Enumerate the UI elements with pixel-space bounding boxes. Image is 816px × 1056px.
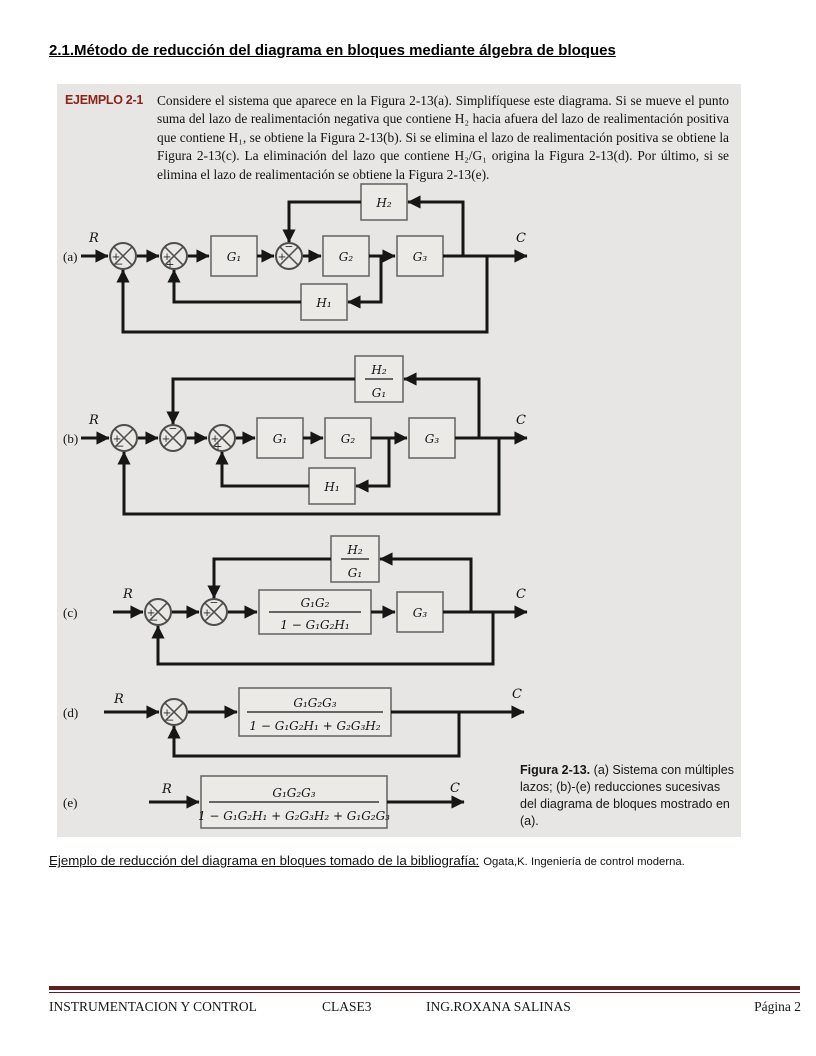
block-label-h1: H₁ [316, 296, 332, 310]
sum-sign-plus: + [277, 251, 287, 263]
block-g1g2-loop [259, 590, 371, 634]
input-label-r: R [114, 692, 124, 707]
block-label-h1: H₁ [324, 480, 340, 494]
diagram-a [59, 184, 599, 350]
diagram-c [59, 536, 599, 672]
block-label-g3: G₃ [412, 250, 428, 264]
diagram-c-label: (c) [63, 605, 78, 620]
sum-sign-plus: + [146, 607, 156, 619]
diagram-a-label: (a) [63, 249, 78, 264]
block-closed-loop-e [198, 776, 390, 828]
footer-rule [49, 986, 800, 993]
fraction-numerator: H₂ [371, 363, 387, 377]
sum-sign-minus: − [115, 440, 125, 453]
fraction-numerator: G₁G₂G₃ [272, 786, 316, 800]
sum-sign-minus: − [284, 241, 294, 253]
diagram-d [59, 672, 599, 772]
diagram-d-label: (d) [63, 705, 79, 720]
block-label-g3: G₃ [424, 432, 440, 446]
footer-instructor: ING.ROXANA SALINAS [426, 999, 571, 1014]
summing-junction [161, 699, 187, 727]
sum-sign-plus: + [161, 433, 171, 445]
footer-page-number: Página 2 [754, 999, 801, 1014]
diagram-b [59, 356, 599, 528]
figure-caption [520, 762, 740, 830]
diagram-e-label: (e) [63, 795, 78, 810]
summing-junction-1 [111, 425, 137, 453]
fraction-denominator: G₁ [347, 566, 363, 580]
block-label-g2: G₂ [340, 432, 356, 446]
block-label-g1: G₁ [272, 432, 288, 446]
summing-junction-2 [160, 423, 186, 451]
figure-caption-body: (a) Sistema con múltiples lazos; (b)-(e) reducciones sucesivas del diagrama de bloques mostrado en (a). [520, 763, 734, 828]
output-label-c: C [512, 687, 522, 702]
output-label-c: C [516, 587, 526, 602]
sum-sign-minus: − [114, 258, 124, 271]
source-note-underlined: Ejemplo de reducción del diagrama en bloques tomado de la bibliografía: [49, 853, 480, 868]
input-label-r: R [123, 587, 133, 602]
sum-sign-plus: + [162, 707, 172, 719]
block-label-h2: H₂ [376, 196, 392, 210]
fraction-numerator: G₁G₂ [300, 596, 330, 610]
output-label-c: C [450, 781, 460, 796]
summing-junction-1 [110, 243, 136, 271]
footer-course: INSTRUMENTACION Y CONTROL [49, 999, 257, 1014]
input-label-r: R [89, 413, 99, 428]
fraction-denominator: 1 − G₁G₂H₁ + G₂G₃H₂ [249, 719, 381, 733]
sum-sign-plus: + [165, 258, 175, 271]
summing-junction-3 [276, 241, 302, 269]
example-header [65, 92, 735, 184]
sum-sign-plus: + [213, 440, 223, 453]
output-label-c: C [516, 231, 526, 246]
sum-sign-plus: + [202, 607, 212, 619]
source-note [49, 852, 779, 870]
example-panel [57, 84, 741, 837]
output-label-c: C [516, 413, 526, 428]
page-title: 2.1.Método de reducción del diagrama en bloques mediante álgebra de bloques [49, 42, 616, 59]
example-label: EJEMPLO 2-1 [65, 93, 143, 107]
footer-class: CLASE3 [322, 999, 372, 1014]
input-label-r: R [162, 782, 172, 797]
block-label-g3: G₃ [412, 606, 428, 620]
sum-sign-plus: + [112, 433, 122, 445]
diagram-b-label: (b) [63, 431, 79, 446]
block-h2-over-g1 [331, 536, 379, 582]
block-closed-loop-d [239, 688, 391, 736]
sum-sign-plus: + [210, 433, 220, 445]
sum-sign-plus: + [162, 251, 172, 263]
fraction-numerator: H₂ [347, 543, 363, 557]
sum-sign-minus: − [165, 714, 175, 727]
example-body-text: Considere el sistema que aparece en la Figura 2-13(a). Simplifíquese este diagrama. Si se mueve el punto suma del lazo de realimentación negativa que contiene H₂ hacia afuera del lazo de realimentación positiva que contiene H₁, se obtiene la Figura 2-13(b). Si se elimina el lazo de realimentación positiva se obtiene la Figura 2-13(c). La eliminación del lazo que contiene H₂/G₁ origina la Figura 2-13(d). Por último, si se elimina el lazo de realimentación se obtiene la Figura 2-13(e). [157, 93, 729, 182]
figure-caption-title: Figura 2-13. [520, 763, 591, 777]
sum-sign-minus: − [209, 597, 219, 609]
summing-junction-2 [201, 597, 227, 625]
fraction-denominator: 1 − G₁G₂H₁ + G₂G₃H₂ + G₁G₂G₃ [197, 809, 391, 823]
summing-junction-3 [209, 425, 235, 453]
summing-junction-1 [145, 599, 171, 627]
sum-sign-minus: − [149, 614, 159, 627]
block-label-g1: G₁ [226, 250, 242, 264]
source-note-reference: Ogata,K. Ingeniería de control moderna. [483, 856, 685, 868]
block-label-g2: G₂ [338, 250, 354, 264]
fraction-numerator: G₁G₂G₃ [293, 696, 337, 710]
block-h2-over-g1 [355, 356, 403, 402]
fraction-denominator: G₁ [371, 386, 387, 400]
fraction-denominator: 1 − G₁G₂H₁ [280, 618, 350, 632]
sum-sign-minus: − [168, 423, 178, 435]
input-label-r: R [89, 231, 99, 246]
diagram-e [59, 768, 479, 832]
summing-junction-2 [161, 243, 187, 271]
sum-sign-plus: + [111, 251, 121, 263]
